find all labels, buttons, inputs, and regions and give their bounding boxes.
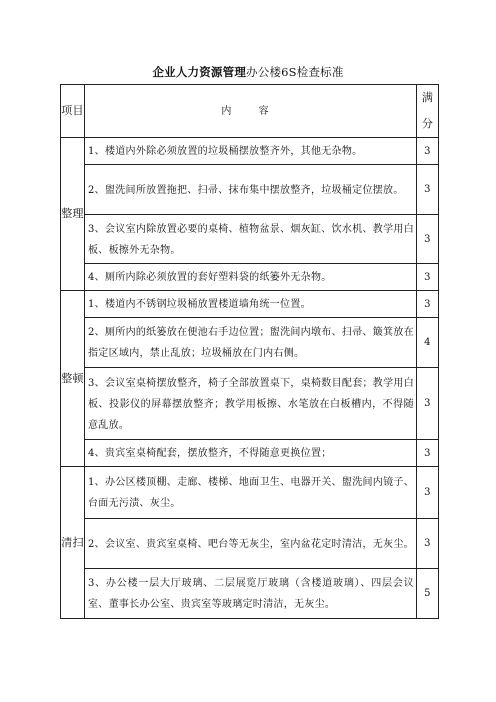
title-rest-part: 办公楼6S检查标准: [246, 65, 344, 79]
category-cell: 清扫: [61, 467, 85, 619]
table-row: [61, 264, 439, 291]
content-cell: 1、楼道内不锈钢垃圾桶放置楼道墙角统一位置。: [85, 291, 417, 318]
score-cell: 4: [417, 318, 439, 368]
document-title: [0, 64, 496, 80]
header-score: 满分: [417, 85, 439, 138]
score-cell: 3: [417, 467, 439, 519]
table-row: [61, 440, 439, 467]
score-cell: 3: [417, 291, 439, 318]
content-cell: 2、厕所内的纸篓放在便池右手边位置；盥洗间内墩布、扫帚、簸箕放在指定区域内，禁止乱放；垃圾桶放在门内右侧。: [85, 318, 417, 368]
inspection-standards-table: [60, 84, 439, 619]
table-row: [61, 165, 439, 215]
score-cell: 5: [417, 569, 439, 619]
table-row: [61, 368, 439, 440]
table-row: [61, 569, 439, 619]
content-cell: 1、楼道内外除必须放置的垃圾桶摆放整齐外，其他无杂物。: [85, 138, 417, 165]
score-cell: 3: [417, 165, 439, 215]
score-cell: 3: [417, 264, 439, 291]
category-cell: 整理: [61, 138, 85, 291]
table-header-row: [61, 85, 439, 138]
content-cell: 2、会议室、贵宾室桌椅、吧台等无灰尘，室内盆花定时清洁，无灰尘。: [85, 519, 417, 569]
table-row: [61, 519, 439, 569]
content-cell: 4、贵宾室桌椅配套，摆放整齐，不得随意更换位置；: [85, 440, 417, 467]
score-cell: 3: [417, 368, 439, 440]
header-content: 内 容: [85, 85, 417, 138]
table-row: [61, 215, 439, 264]
content-cell: 3、会议室桌椅摆放整齐，椅子全部放置桌下，桌椅数目配套；教学用白板、投影仪的屏幕摆放整齐；教学用板擦、水笔放在白板槽内，不得随意乱放。: [85, 368, 417, 440]
table-row: [61, 318, 439, 368]
header-item: 项目: [61, 85, 85, 138]
table-row: [61, 291, 439, 318]
table-row: [61, 138, 439, 165]
title-bold-part: 企业人力资源管理: [152, 65, 247, 79]
score-cell: 3: [417, 215, 439, 264]
content-cell: 1、办公区楼顶棚、走廊、楼梯、地面卫生、电器开关、盥洗间内镜子、台面无污渍、灰尘。: [85, 467, 417, 519]
content-cell: 2、盥洗间所放置拖把、扫帚、抹布集中摆放整齐，垃圾桶定位摆放。: [85, 165, 417, 215]
table-row: [61, 467, 439, 519]
content-cell: 4、厕所内除必须放置的套好塑料袋的纸篓外无杂物。: [85, 264, 417, 291]
score-cell: 3: [417, 440, 439, 467]
score-cell: 3: [417, 138, 439, 165]
content-cell: 3、办公楼一层大厅玻璃、二层展览厅玻璃（含楼道玻璃）、四层会议室、董事长办公室、贵宾室等玻璃定时清洁，无灰尘。: [85, 569, 417, 619]
content-cell: 3、会议室内除放置必要的桌椅、植物盆景、烟灰缸、饮水机、教学用白板、板擦外无杂物。: [85, 215, 417, 264]
category-cell: 整顿: [61, 291, 85, 467]
score-cell: 3: [417, 519, 439, 569]
